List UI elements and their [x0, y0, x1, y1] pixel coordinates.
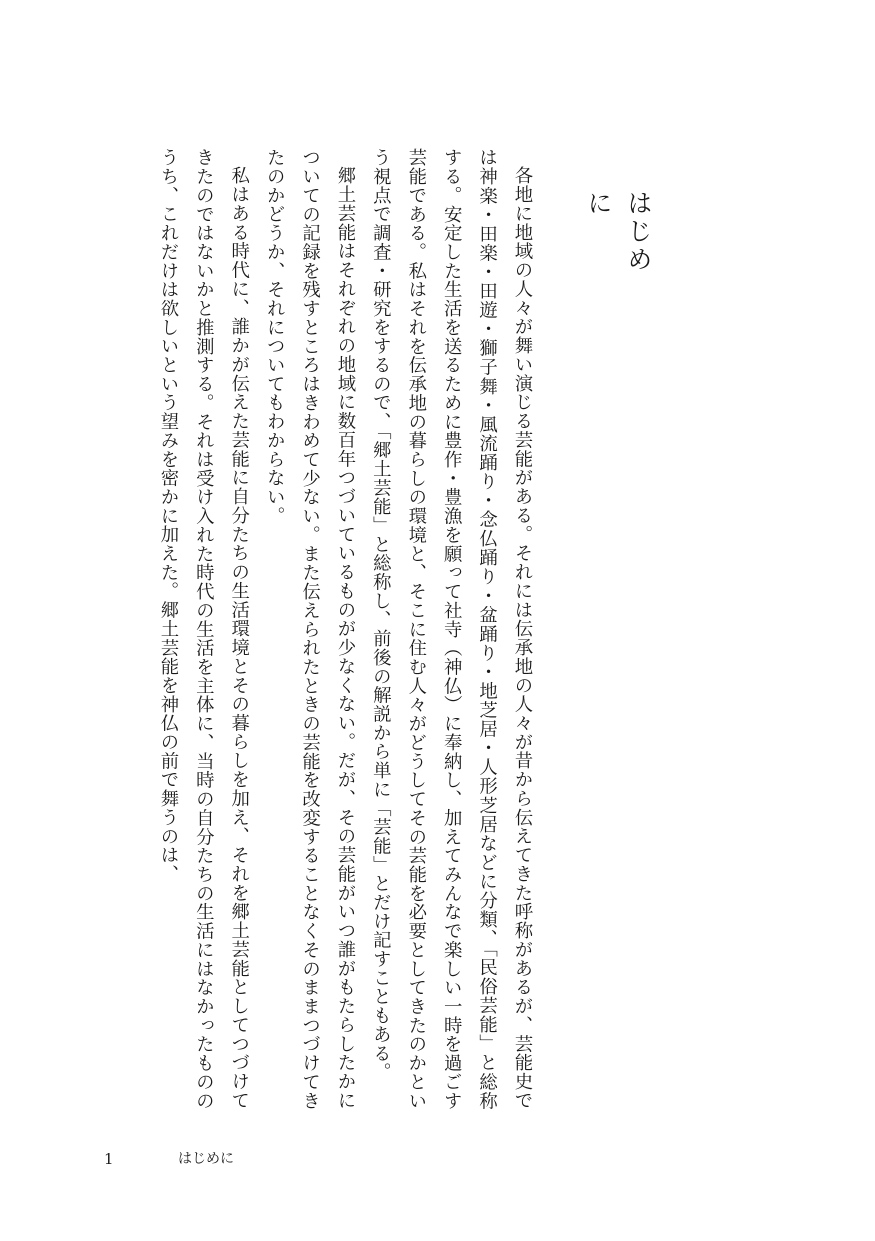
page-footer	[104, 1148, 234, 1170]
running-head: はじめに	[178, 1151, 234, 1167]
chapter-title: はじめに	[584, 190, 653, 274]
paragraph: 私はある時代に、誰かが伝えた芸能に自分たちの生活環境とその暮らしを加え、それを郷土芸能としてつづけてきたのではないかと推測する。それは受け入れた時代の生活を主体に、当時の自分たちの生活にはなかったもののうち、これだけは欲しいという望みを密かに加えた。郷土芸能を神仏の前で舞うのは、	[157, 148, 250, 1110]
body-text	[100, 148, 540, 1110]
page-number: 1	[104, 1150, 114, 1168]
paragraph: 各地に地域の人々が舞い演じる芸能がある。それには伝承地の人々が昔から伝えてきた呼称があるが、芸能史では神楽・田楽・田遊・獅子舞・風流踊り・念仏踊り・盆踊り・地芝居・人形芝居などに分類、「民俗芸能」と総称する。安定した生活を送るために豊作・豊漁を願って社寺（神仏）に奉納し、加えてみんなで楽しい一時を過ごす芸能である。私はそれを伝承地の暮らしの環境と、そこに住む人々がどうしてその芸能を必要としてきたのかという視点で調査・研究をするので、「郷土芸能」と総称し、前後の解説から単に「芸能」とだけ記すこともある。	[370, 148, 533, 1110]
paragraph: 郷土芸能はそれぞれの地域に数百年つづいているものが少なくない。だが、その芸能がいつ誰がもたらしたかについての記録を残すところはきわめて少ない。また伝えられたときの芸能を改変することなくそのままつづけてきたのかどうか、それについてもわからない。	[264, 148, 356, 1110]
